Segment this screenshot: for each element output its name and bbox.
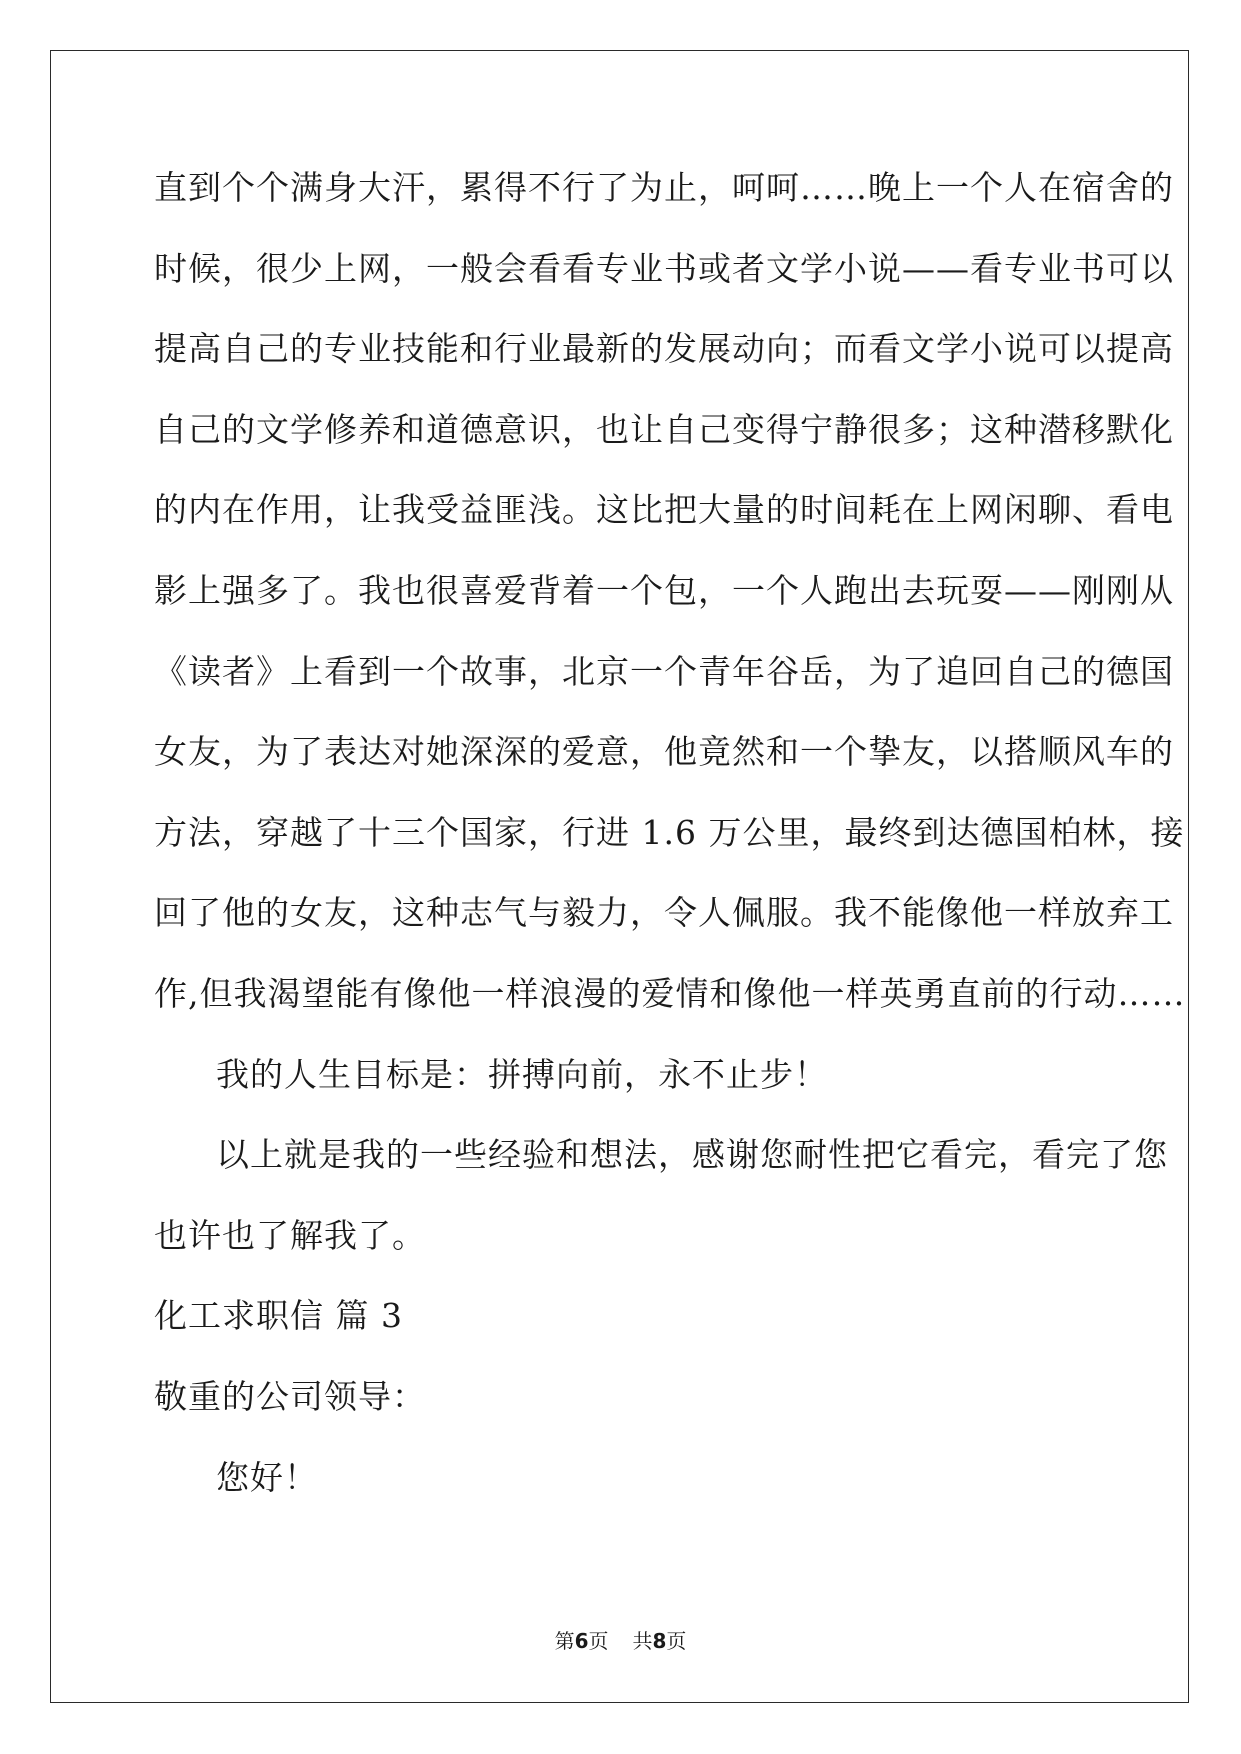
paragraph-line: 女友，为了表达对她深深的爱意，他竟然和一个挚友，以搭顺风车的 <box>154 732 1174 772</box>
footer-total-prefix: 共 <box>632 1629 653 1653</box>
paragraph-line: 作,但我渴望能有像他一样浪漫的爱情和像他一样英勇直前的行动…… <box>154 973 1186 1013</box>
paragraph-line: 《读者》上看到一个故事，北京一个青年谷岳，为了追回自己的德国 <box>154 651 1174 691</box>
footer-total-suffix: 页 <box>666 1629 687 1653</box>
greeting: 您好！ <box>216 1457 318 1497</box>
footer-prefix: 第 <box>554 1629 575 1653</box>
paragraph-line: 方法，穿越了十三个国家，行进 1.6 万公里，最终到达德国柏林，接 <box>154 812 1185 852</box>
total-page-number: 8 <box>652 1629 667 1653</box>
paragraph-line: 提高自己的专业技能和行业最新的发展动向；而看文学小说可以提高 <box>154 329 1174 369</box>
paragraph-line: 直到个个满身大汗，累得不行了为止，呵呵……晚上一个人在宿舍的 <box>154 168 1174 207</box>
paragraph-line-indented: 我的人生目标是：拼搏向前，永不止步！ <box>216 1054 828 1094</box>
salutation: 敬重的公司领导： <box>154 1376 426 1416</box>
document-body <box>154 160 1186 1530</box>
current-page-number: 6 <box>574 1629 589 1653</box>
paragraph-line: 也许也了解我了。 <box>154 1215 426 1255</box>
paragraph-line: 回了他的女友，这种志气与毅力，令人佩服。我不能像他一样放弃工 <box>154 893 1174 933</box>
section-heading: 化工求职信 篇 3 <box>154 1296 403 1336</box>
paragraph-line: 影上强多了。我也很喜爱背着一个包，一个人跑出去玩耍——刚刚从 <box>154 570 1174 610</box>
paragraph-line: 的内在作用，让我受益匪浅。这比把大量的时间耗在上网闲聊、看电 <box>154 490 1174 530</box>
paragraph-line: 自己的文学修养和道德意识，也让自己变得宁静很多；这种潜移默化 <box>154 409 1174 449</box>
paragraph-line: 时候，很少上网，一般会看看专业书或者文学小说——看专业书可以 <box>154 248 1174 288</box>
paragraph-line-indented: 以上就是我的一些经验和想法，感谢您耐性把它看完，看完了您 <box>216 1135 1168 1175</box>
footer-page-suffix: 页 <box>588 1629 609 1653</box>
page-footer <box>0 1625 1241 1654</box>
